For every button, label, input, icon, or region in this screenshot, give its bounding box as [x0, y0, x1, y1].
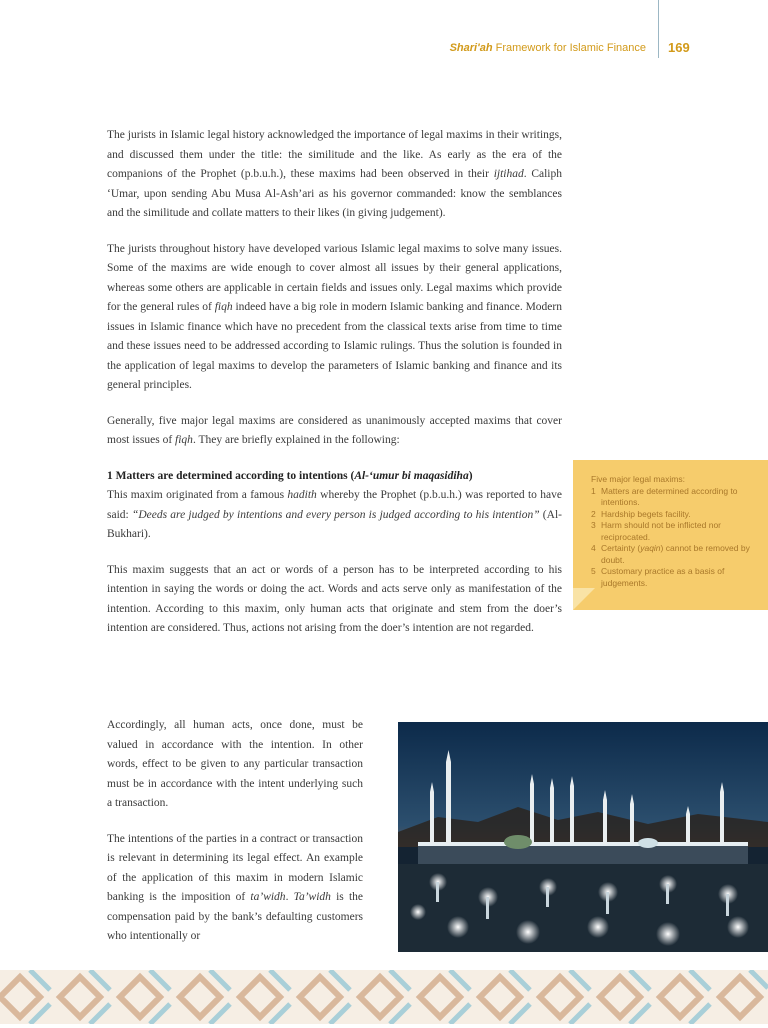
geometric-pattern [0, 970, 768, 1024]
item-number: 1 [591, 485, 596, 496]
text: 1 Matters are determined according to intentions ( [107, 469, 355, 482]
hadith-quote: “Deeds are judged by intentions and every person is judged according to his intention” [131, 508, 540, 521]
italic-term: ijtihad [493, 168, 524, 180]
running-title-em: Shari'ah [449, 42, 493, 54]
paragraph-7 [107, 830, 363, 947]
paragraph-2 [107, 240, 562, 396]
running-title [450, 38, 646, 58]
item-text: Certainty ( [601, 543, 641, 553]
italic-term: Al-‘umur bi maqasidiha [354, 469, 469, 482]
italic-term: Ta’widh [293, 891, 331, 903]
narrow-column-text [107, 716, 363, 963]
text: indeed have a big role in modern Islamic banking and finance. Modern issues in Islamic finance which have no precedent from the classical texts arise from time to time and these issues need to be addressed according to Islamic rulings. Thus the solution is founded in the application of legal maxims to develop the parameters of Islamic banking and finance and its general principles. [107, 301, 562, 391]
item-number: 2 [591, 508, 596, 519]
item-text: ) cannot be removed by doubt. [601, 543, 750, 565]
item-number: 5 [591, 566, 596, 576]
running-title-rest: Framework for Islamic Finance [495, 42, 646, 54]
paragraph-3 [107, 412, 562, 451]
text: ) [468, 469, 473, 482]
paragraph-5: This maxim suggests that an act or words of a person has to be interpreted according to his intention in saying the words or doing the act. Words and acts serve only as manifestation of the intention. According to this maxim, only human acts that originate and stem from the doer’s intention are considered. Thus, actions not arising from the doer’s intention are not regarded. [107, 563, 562, 634]
main-text [107, 126, 562, 655]
text: whereby the Prophet (p.b.u.h.) was reported to have said: [107, 489, 562, 521]
sidebar-content [591, 474, 761, 589]
list-item [591, 509, 761, 521]
paragraph-4 [107, 486, 562, 545]
page-number: 169 [668, 40, 690, 55]
item-text: Hardship begets facility. [601, 508, 691, 519]
text: Generally, five major legal maxims are considered as unanimously accepted maxims that cover most issues of [107, 414, 562, 446]
mosque-illustration [398, 722, 768, 952]
paragraph-6: Accordingly, all human acts, once done, must be valued in accordance with the intention. In other words, effect to be given to any particular transaction must be in accordance with the intent underlying such a transaction. [107, 719, 363, 809]
list-item [591, 543, 761, 566]
text: . [285, 891, 294, 903]
page-fold-corner [573, 588, 595, 610]
item-number: 4 [591, 543, 596, 553]
text: . They are briefly explained in the following: [192, 434, 400, 446]
italic-term: ta’widh [250, 891, 286, 903]
mosque-photo [398, 722, 768, 952]
item-text: Customary practice as a basis of judgements. [601, 566, 725, 588]
italic-term: hadith [287, 489, 317, 501]
text: This maxim originated from a famous [107, 489, 288, 501]
section-heading-1 [107, 467, 562, 487]
paragraph-1 [107, 126, 562, 224]
text: (Al-Bukhari). [107, 508, 562, 540]
list-item [591, 520, 761, 543]
item-number: 3 [591, 520, 596, 530]
italic-term: yaqin [640, 543, 661, 553]
text: The intentions of the parties in a contract or transaction is relevant in determining its legal effect. An example of the application of this maxim in modern Islamic banking is the imposition of [107, 832, 363, 903]
text: is the compensation paid by the bank’s defaulting customers who intentionally or [107, 891, 363, 942]
italic-term: fiqh [175, 434, 193, 446]
text: The jurists throughout history have developed various Islamic legal maxims to solve many issues. Some of the maxims are wide enough to cover almost all issues by their general applications, whereas some others are applicable in certain fields and issues only. Legal maxims which provide for the general rules of [107, 242, 562, 313]
list-item [591, 566, 761, 589]
maxims-list [591, 486, 761, 590]
decorative-footer-pattern [0, 970, 768, 1024]
list-item [591, 486, 761, 509]
italic-term: fiqh [214, 301, 233, 313]
sidebar-note [573, 460, 768, 610]
page-header [0, 38, 768, 58]
item-text: Harm should not be inflicted nor reciprocated. [601, 520, 722, 542]
text: The jurists in Islamic legal history acknowledged the importance of legal maxims in their writings, and discussed them under the title: the similitude and the like. As early as the era of the companions of the Prophet (p.b.u.h.), these maxims had been observed in their [107, 129, 562, 180]
text: . Caliph ‘Umar, upon sending Abu Musa Al-Ash’ari as his governor commanded: know the semblances and the similitude and collate matters to their likes (in giving judgement). [107, 168, 562, 219]
item-text: Matters are determined according to intentions. [601, 485, 738, 507]
header-divider [658, 0, 659, 58]
sidebar-title: Five major legal maxims: [591, 474, 685, 484]
